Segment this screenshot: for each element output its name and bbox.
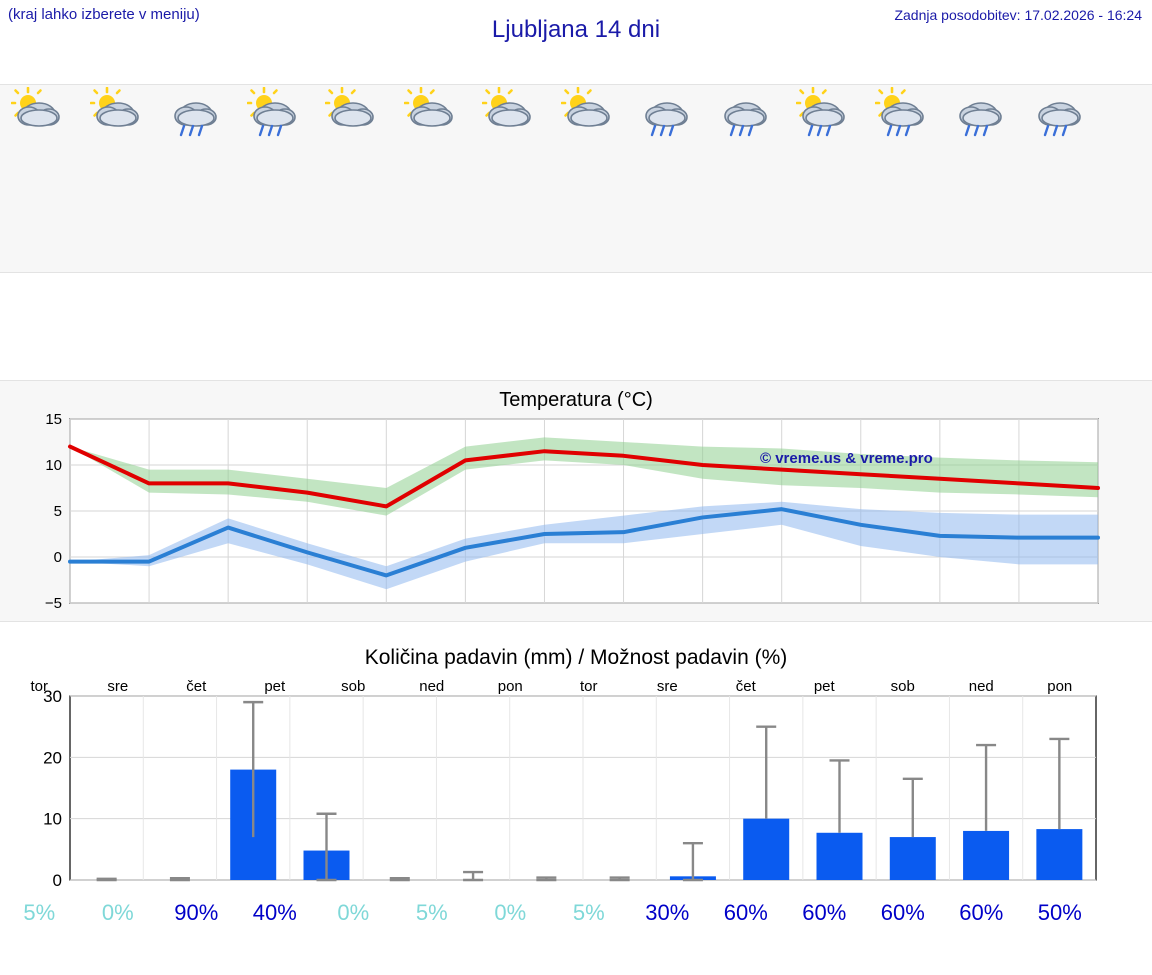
svg-text:10: 10 [45,457,62,474]
precip-probability: 60% [880,900,925,925]
svg-text:5: 5 [53,503,62,520]
forecast-day [707,85,786,141]
precip-probability: 0% [337,900,370,925]
precip-probability: 90% [174,900,219,925]
precip-day-label: čet [735,678,756,695]
precip-day-label: sre [656,678,678,695]
precip-day-label: sob [890,678,915,695]
forecast-day [471,85,550,141]
cloud-rain-icon [1021,85,1100,141]
cloud-rain-icon [628,85,707,141]
precip-day-label: tor [579,678,598,695]
svg-text:15: 15 [45,411,62,428]
precip-day-label: tor [30,678,48,695]
forecast-days [0,85,1152,141]
forecast-day [785,85,864,141]
cloud-rain-icon [157,85,236,141]
forecast-day [236,85,315,141]
sun-cloud-icon [550,85,629,141]
svg-text:30: 30 [43,687,62,706]
sun-cloud-icon [0,85,79,141]
precip-probability: 50% [1037,900,1082,925]
page-title: Ljubljana 14 dni [491,16,661,43]
precip-day-label: pet [264,678,286,695]
temperature-chart-title: Temperatura (°C) [499,389,653,411]
precip-day-label: čet [186,678,207,695]
cloud-rain-icon [942,85,1021,141]
precip-day-label: ned [968,678,994,695]
forecast-day [628,85,707,141]
precip-probability: 0% [101,900,134,925]
forecast-day [79,85,158,141]
precip-probability: 0% [494,900,527,925]
svg-text:© vreme.us & vreme.pro: © vreme.us & vreme.pro [760,450,933,467]
forecast-day [314,85,393,141]
last-updated: Zadnja posodobitev: 17.02.2026 - 16:24 [894,7,1142,23]
precip-probability: 40% [252,900,297,925]
svg-text:−5: −5 [44,595,62,612]
precip-day-label: pet [813,678,835,695]
forecast-day [550,85,629,141]
precip-probability: 5% [572,900,605,925]
precipitation-probability-row [0,900,1152,926]
precip-probability: 30% [645,900,690,925]
precip-probability: 60% [802,900,847,925]
precipitation-day-labels [0,678,1152,695]
precip-day-label: pon [1047,678,1073,695]
sun-cloud-icon [79,85,158,141]
forecast-day [942,85,1021,141]
forecast-day [1021,85,1100,141]
temperature-chart-panel [0,380,1152,622]
page-header [0,0,1152,62]
precip-day-label: sob [341,678,366,695]
cloud-rain-icon [707,85,786,141]
precip-day-label: pon [497,678,523,695]
forecast-strip [0,84,1152,273]
precip-probability: 5% [23,900,56,925]
forecast-day [0,85,79,141]
precip-day-label: sre [107,678,129,695]
forecast-day [393,85,472,141]
forecast-day [157,85,236,141]
svg-text:0: 0 [53,549,62,566]
sun-cloud-rain-icon [785,85,864,141]
svg-text:20: 20 [43,748,62,768]
forecast-day [864,85,943,141]
svg-text:0: 0 [52,871,62,890]
sun-cloud-icon [393,85,472,141]
precip-probability: 60% [723,900,768,925]
sun-cloud-icon [471,85,550,141]
precip-day-label: ned [419,678,445,695]
svg-text:10: 10 [43,809,62,829]
precip-probability: 5% [415,900,448,925]
precip-probability: 60% [959,900,1004,925]
sun-cloud-icon [314,85,393,141]
sun-cloud-rain-icon [236,85,315,141]
sun-cloud-rain-icon [864,85,943,141]
location-hint: (kraj lahko izberete v meniju) [8,6,200,23]
precipitation-chart-title: Količina padavin (mm) / Možnost padavin (%) [364,646,788,669]
